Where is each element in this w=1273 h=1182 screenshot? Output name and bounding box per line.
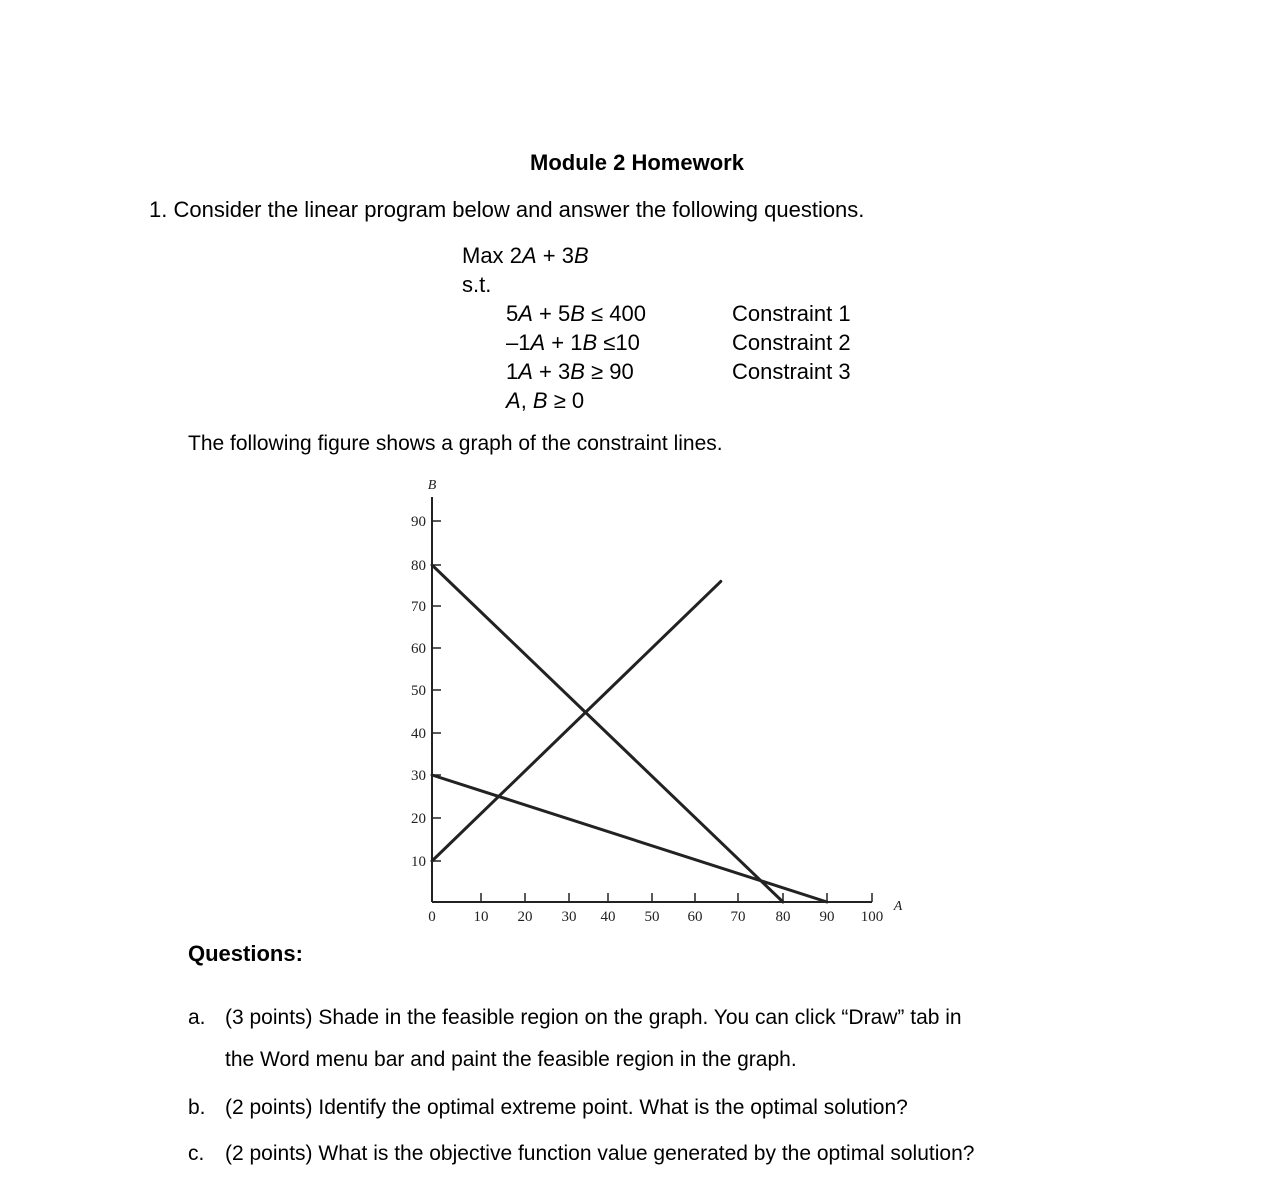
constraint-name: Constraint 1 bbox=[732, 301, 851, 326]
question-c bbox=[188, 1142, 1188, 1172]
x-tick-label: 100 bbox=[860, 909, 884, 925]
question-text: (2 points) What is the objective function value generated by the optimal solution? bbox=[225, 1142, 975, 1165]
question-b bbox=[188, 1096, 1188, 1126]
x-axis-label: A bbox=[893, 899, 903, 914]
subject-to-label: s.t. bbox=[462, 272, 492, 297]
y-tick-label: 70 bbox=[411, 599, 426, 615]
objective-function: Max 2A + 3B bbox=[462, 243, 589, 268]
constraint-2-line bbox=[432, 581, 721, 861]
y-tick-label: 30 bbox=[411, 768, 426, 784]
constraint-row: 1A + 3B ≥ 90 Constraint 3 bbox=[506, 359, 851, 384]
x-tick-label: 20 bbox=[517, 909, 533, 925]
y-axis-label: B bbox=[427, 478, 437, 493]
questions-heading: Questions: bbox=[188, 941, 303, 966]
figure-intro: The following figure shows a graph of the constraint lines. bbox=[188, 432, 723, 455]
constraint-name: Constraint 2 bbox=[732, 330, 851, 355]
page-title: Module 2 Homework bbox=[530, 150, 744, 175]
question-text: (2 points) Identify the optimal extreme point. What is the optimal solution? bbox=[225, 1096, 908, 1119]
constraint-1-line bbox=[432, 565, 783, 902]
x-tick-label: 10 bbox=[473, 909, 489, 925]
x-tick-label: 60 bbox=[687, 909, 703, 925]
x-tick-label: 30 bbox=[561, 909, 577, 925]
problem-intro: 1. Consider the linear program below and answer the following questions. bbox=[149, 197, 865, 222]
y-tick-label: 80 bbox=[411, 558, 426, 574]
question-letter: a. bbox=[188, 1006, 206, 1029]
y-tick-label: 60 bbox=[411, 641, 426, 657]
x-tick-label: 90 bbox=[819, 909, 835, 925]
nonnegativity-constraint: A, B ≥ 0 bbox=[506, 388, 585, 413]
y-tick-label: 40 bbox=[411, 726, 426, 742]
constraint-lines bbox=[432, 565, 827, 902]
chart-axes bbox=[411, 478, 903, 925]
y-tick-label: 50 bbox=[411, 683, 426, 699]
x-tick-label: 40 bbox=[600, 909, 616, 925]
y-tick-label: 10 bbox=[411, 854, 426, 870]
constraint-row: –1A + 1B ≤10 Constraint 2 bbox=[506, 330, 851, 355]
question-text: the Word menu bar and paint the feasible region in the graph. bbox=[225, 1048, 797, 1071]
x-tick-label: 70 bbox=[730, 909, 746, 925]
x-tick-label: 80 bbox=[775, 909, 791, 925]
question-text: (3 points) Shade in the feasible region on the graph. You can click “Draw” tab in bbox=[225, 1006, 962, 1029]
y-tick-label: 90 bbox=[411, 514, 426, 530]
constraint-3-line bbox=[432, 775, 827, 902]
x-tick-label: 0 bbox=[428, 909, 436, 925]
constraint-name: Constraint 3 bbox=[732, 359, 851, 384]
question-letter: b. bbox=[188, 1096, 206, 1119]
x-tick-label: 50 bbox=[644, 909, 660, 925]
question-letter: c. bbox=[188, 1142, 205, 1165]
y-tick-label: 20 bbox=[411, 811, 426, 827]
constraint-row: 5A + 5B ≤ 400 Constraint 1 bbox=[506, 301, 851, 326]
question-a bbox=[188, 1006, 1188, 1071]
